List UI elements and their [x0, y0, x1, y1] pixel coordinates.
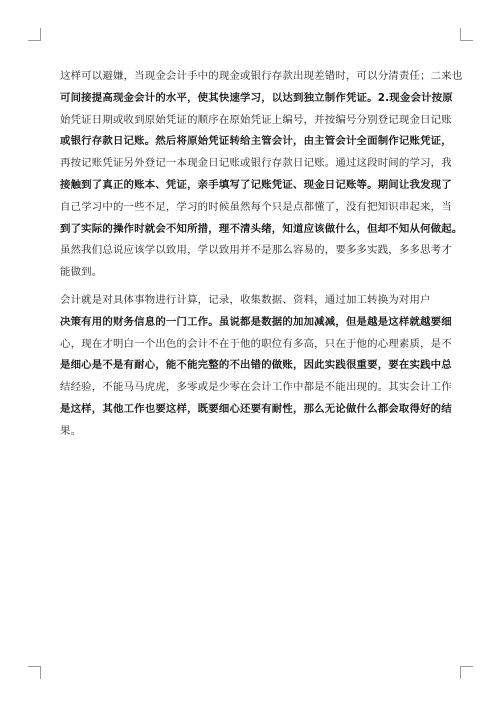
text-line: 心，现在才明白一个出色的会计不在于他的职位有多高，只在于他的心理素质，是不	[60, 337, 452, 350]
paragraph	[60, 290, 452, 443]
text-line: 自己学习中的一些不足，学习的时候虽然每个只是点都懂了，没有把知识串起来，当	[60, 200, 452, 213]
text-line: 再按记账凭证另外登记一本现金日记账或银行存款日记账。通过这段时间的学习，我	[60, 157, 452, 170]
text-line: 这样可以避嫌，当现金会计手中的现金或银行存款出现差错时，可以分清责任；二来也	[60, 70, 463, 82]
text-line: 能做到。	[60, 266, 103, 279]
text-line: 果。	[60, 424, 82, 437]
text-line: 接触到了真正的账本、凭证，亲手填写了记账凭证、现金日记账等。期间让我发现了	[60, 178, 452, 191]
text-line: 是这样，其他工作也要这样，既要细心还要有耐性，那么无论做什么都会取得好的结	[60, 402, 452, 415]
text-line: 会计就是对具体事物进行计算，记录，收集数据、资料，通过加工转换为对用户	[60, 293, 431, 306]
crop-mark-bottom-left	[28, 666, 41, 679]
crop-mark-top-left	[28, 28, 41, 41]
text-line: 始凭证日期或收到原始凭证的顺序在原始凭证上编号，并按编号分别登记现金日记账	[60, 113, 452, 126]
text-line: 决策有用的财务信息的一门工作。虽说都是数据的加加减减，但是越是这样就越要细	[60, 315, 452, 328]
text-line: 到了实际的操作时就会不知所措，理不清头绪，知道应该做什么，但却不知从何做起。	[60, 222, 463, 235]
text-line: 或银行存款日记账。然后将原始凭证转给主管会计，由主管会计全面制作记账凭证，	[60, 135, 452, 148]
crop-mark-bottom-right	[460, 666, 473, 679]
text-line: 是细心是不是有耐心，能不能完整的不出错的做账，因此实践很重要，要在实践中总	[60, 359, 452, 372]
text-line: 虽然我们总说应该学以致用，学以致用并不是那么容易的，要多多实践，多多思考才	[60, 244, 452, 257]
text-line: 结经验，不能马马虎虎，多零或是少零在会计工作中都是不能出现的。其实会计工作	[60, 381, 452, 394]
crop-mark-top-right	[460, 28, 473, 41]
paragraph	[60, 66, 463, 284]
document-body	[60, 66, 463, 443]
text-line: 可间接提高现金会计的水平，使其快速学习，以达到独立制作凭证。2.现金会计按原	[60, 91, 453, 104]
